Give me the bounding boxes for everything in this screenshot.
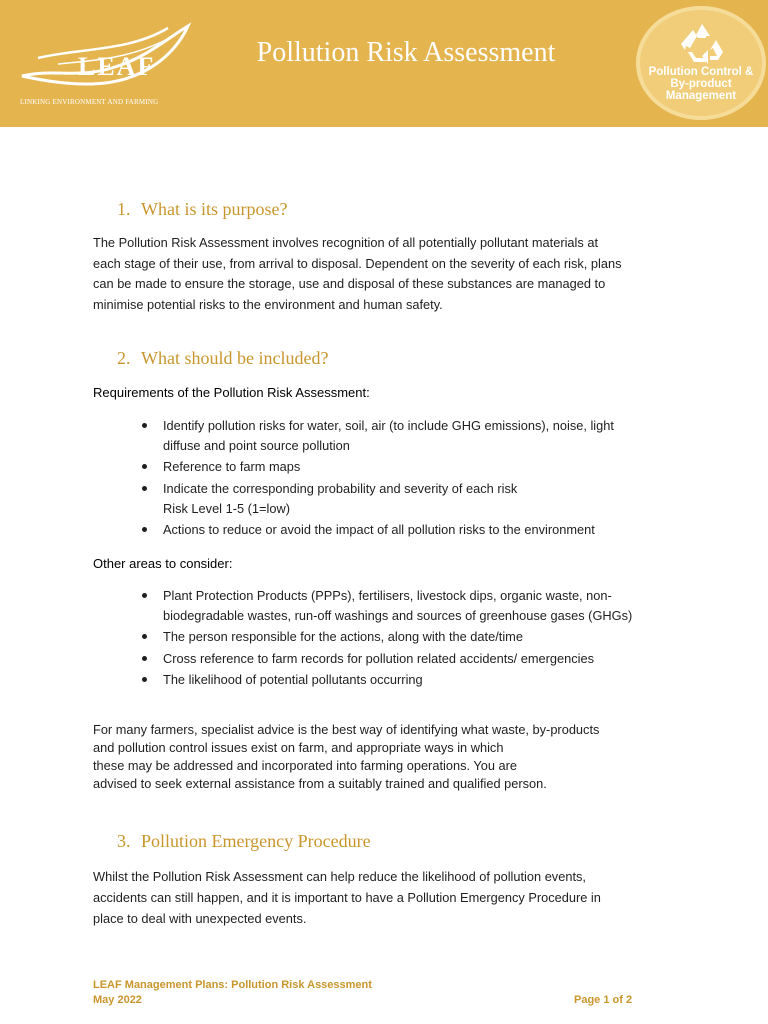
- section-1-heading: 1. What is its purpose?: [117, 199, 288, 219]
- list-item: Reference to farm maps: [135, 457, 665, 477]
- leaf-logo: [18, 18, 198, 110]
- footer-date: May 2022: [93, 994, 142, 1006]
- header-band: [0, 0, 768, 127]
- footer-title: LEAF Management Plans: Pollution Risk Assessment: [93, 979, 372, 991]
- other-areas-label: Other areas to consider:: [93, 556, 233, 571]
- section-badge: [636, 6, 766, 120]
- list-item: Plant Protection Products (PPPs), fertilisers, livestock dips, organic waste, non- biodegradable wastes, run-off washings and sources of greenhouse gases (GHGs): [135, 586, 665, 626]
- list-item: Actions to reduce or avoid the impact of all pollution risks to the environment: [135, 520, 665, 540]
- page-number: Page 1 of 2: [574, 994, 633, 1006]
- list-item: Indicate the corresponding probability and severity of each risk Risk Level 1-5 (1=low): [135, 479, 665, 519]
- list-item: The person responsible for the actions, along with the date/time: [135, 627, 665, 647]
- section-1-paragraph: The Pollution Risk Assessment involves recognition of all potentially pollutant materials at each stage of their use, from arrival to disposal. Dependent on the severity of each risk, plans can be made to ensure the storage, use and disposal of these substances are managed to minimise potential risks to the environment and human safety.: [93, 235, 622, 312]
- requirements-list: [135, 416, 665, 541]
- logo-wordmark: LEAF: [78, 52, 156, 81]
- logo-tagline: LINKING ENVIRONMENT AND FARMING: [20, 98, 159, 106]
- recycle-icon: [680, 22, 724, 64]
- requirements-label: Requirements of the Pollution Risk Assessment:: [93, 385, 370, 400]
- list-item: Cross reference to farm records for pollution related accidents/ emergencies: [135, 649, 665, 669]
- list-item: The likelihood of potential pollutants occurring: [135, 670, 665, 690]
- list-item: Identify pollution risks for water, soil, air (to include GHG emissions), noise, light diffuse and point source pollution: [135, 416, 665, 456]
- other-areas-list: [135, 586, 665, 691]
- section-2-heading: 2. What should be included?: [117, 348, 329, 368]
- page-title: Pollution Risk Assessment: [256, 37, 556, 68]
- footer-doc-info: [93, 978, 372, 1008]
- section-3-paragraph: Whilst the Pollution Risk Assessment can help reduce the likelihood of pollution events, accidents can still happen, and it is important to have a Pollution Emergency Procedure in place to deal with unexpected events.: [93, 869, 601, 926]
- section-3-heading: 3. Pollution Emergency Procedure: [117, 831, 371, 851]
- badge-label: Pollution Control & By-product Management: [648, 66, 754, 102]
- advice-paragraph: For many farmers, specialist advice is the best way of identifying what waste, by-products and pollution control issues exist on farm, and appropriate ways in which these may be addressed and incorporated into farming operations. You are advised to seek external assistance from a suitably trained and qualified person.: [93, 722, 600, 791]
